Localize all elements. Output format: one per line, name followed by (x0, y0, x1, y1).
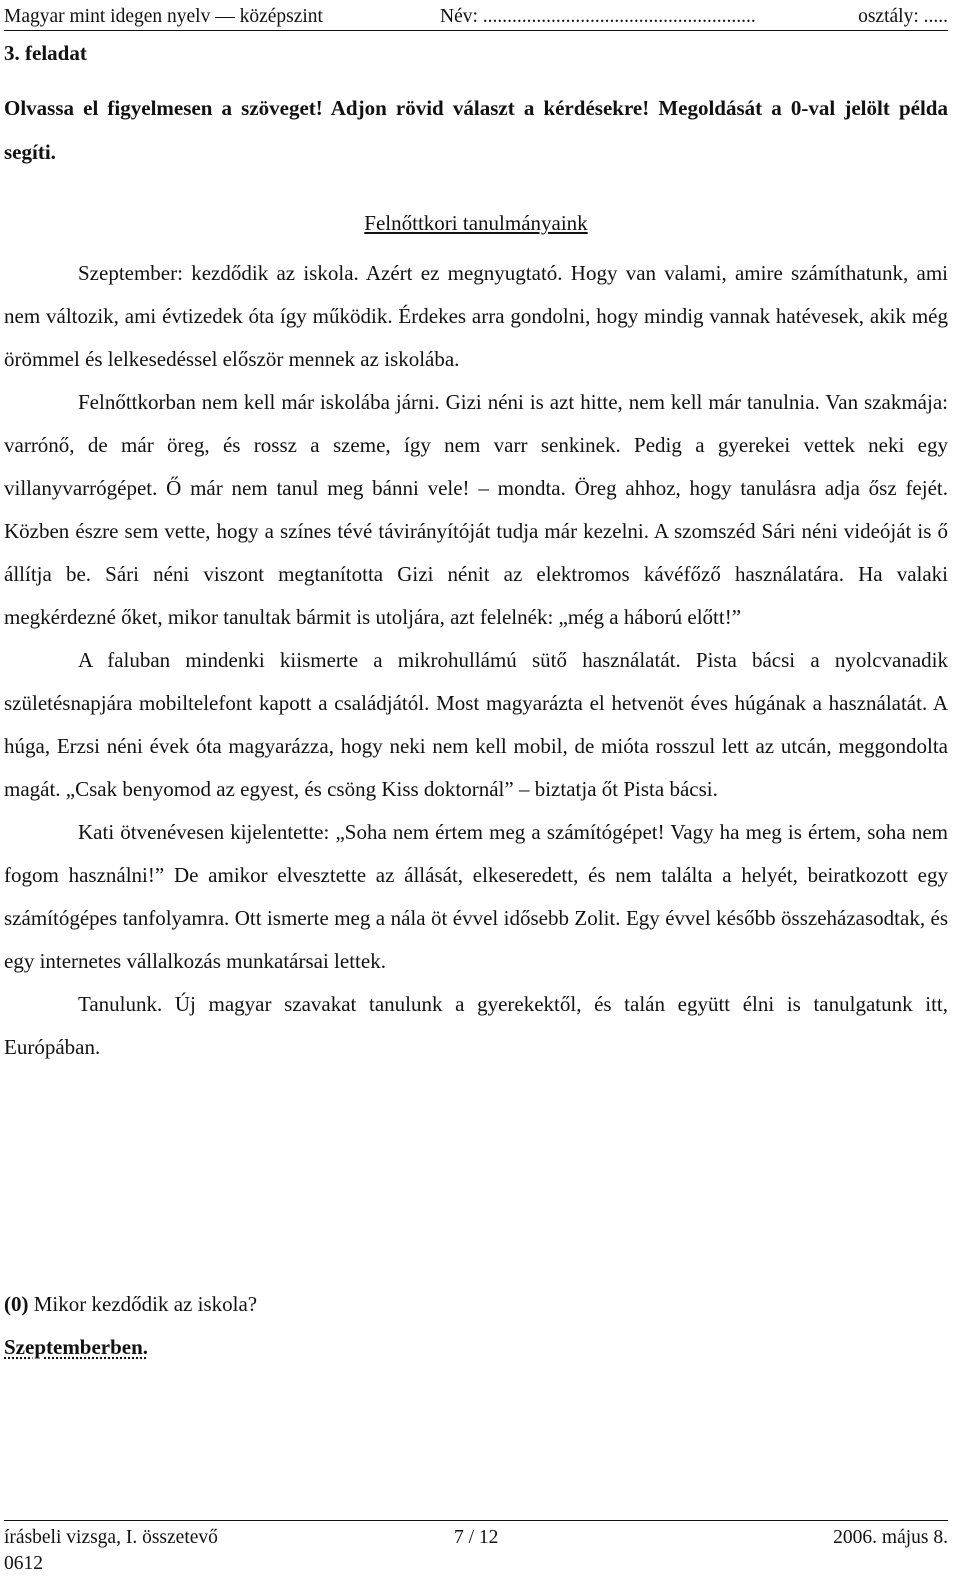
task-instruction: Olvassa el figyelmesen a szöveget! Adjon rövid választ a kérdésekre! Megoldását a 0-val jelölt példa segíti. (4, 96, 948, 164)
page-header (4, 6, 948, 31)
page-footer (4, 1520, 948, 1548)
paragraph-2: Felnőttkorban nem kell már iskolába járni. Gizi néni is azt hitte, nem kell már tanulnia. Van szakmája: varrónő, de már öreg, és rossz a szeme, így nem varr senkinek. Pedig a gyerekei vettek neki egy villanyvarrógépet. Ő már nem tanul meg bánni vele! ‒ mondta. Öreg ahhoz, hogy tanulásra adja ősz fejét. Közben észre sem vette, hogy a színes tévé távirányítóját tudja már kezelni. A szomszéd Sári néni videóját is ő állítja be. Sári néni viszont megtanította Gizi nénit az elektromos kávéfőző használatára. Ha valaki megkérdezné őket, mikor tanultak bármit is utoljára, azt felelnék: „még a háború előtt!” (4, 390, 948, 629)
reading-text-body (4, 252, 948, 1069)
paragraph-4: Kati ötvenévesen kijelentette: „Soha nem értem meg a számítógépet! Vagy ha meg is értem, soha nem fogom használni!” De amikor elvesztette az állását, elkeseredett, és nem találta a helyét, beiratkozott egy számítógépes tanfolyamra. Ott ismerte meg a nála öt évvel idősebb Zolit. Egy évvel később összeházasodtak, és egy internetes vállalkozás munkatársai lettek. (4, 820, 948, 973)
footer-date: 2006. május 8. (833, 1527, 948, 1548)
paragraph-1: Szeptember: kezdődik az iskola. Azért ez megnyugtató. Hogy van valami, amire számíthatunk, ami nem változik, ami évtizedek óta így működik. Érdekes arra gondolni, hogy mindig vannak hatévesek, akik még örömmel és lelkesedéssel először mennek az iskolába. (4, 261, 948, 371)
example-question (4, 1292, 257, 1317)
header-class-field: osztály: ..... (858, 6, 948, 27)
task-title: 3. feladat (4, 41, 87, 65)
paragraph-5: Tanulunk. Új magyar szavakat tanulunk a gyerekektől, és talán együtt élni is tanulgatunk itt, Európában. (4, 992, 948, 1059)
example-question-text: Mikor kezdődik az iskola? (28, 1292, 258, 1316)
example-answer: Szeptemberben. (4, 1335, 149, 1359)
footer-page-number: 7 / 12 (454, 1527, 499, 1548)
paragraph-3: A faluban mindenki kiismerte a mikrohullámú sütő használatát. Pista bácsi a nyolcvanadik születésnapjára mobiltelefont kapott a családjától. Most magyarázta el hetvenöt éves húgának a használatát. A húga, Erzsi néni évek óta magyarázza, hogy neki nem kell mobil, de mióta rosszul lett az utcán, meggondolta magát. „Csak benyomod az egyest, és csöng Kiss doktornál” ‒ biztatja őt Pista bácsi. (4, 648, 948, 801)
example-question-number: (0) (4, 1292, 29, 1316)
header-name-field: Név: ........................................................ (440, 6, 756, 27)
header-exam-title: Magyar mint idegen nyelv — középszint (4, 6, 323, 27)
footer-code: 0612 (4, 1553, 43, 1574)
reading-text-title: Felnőttkori tanulmányaink (364, 211, 588, 235)
footer-exam-part: írásbeli vizsga, I. összetevő (4, 1527, 218, 1548)
